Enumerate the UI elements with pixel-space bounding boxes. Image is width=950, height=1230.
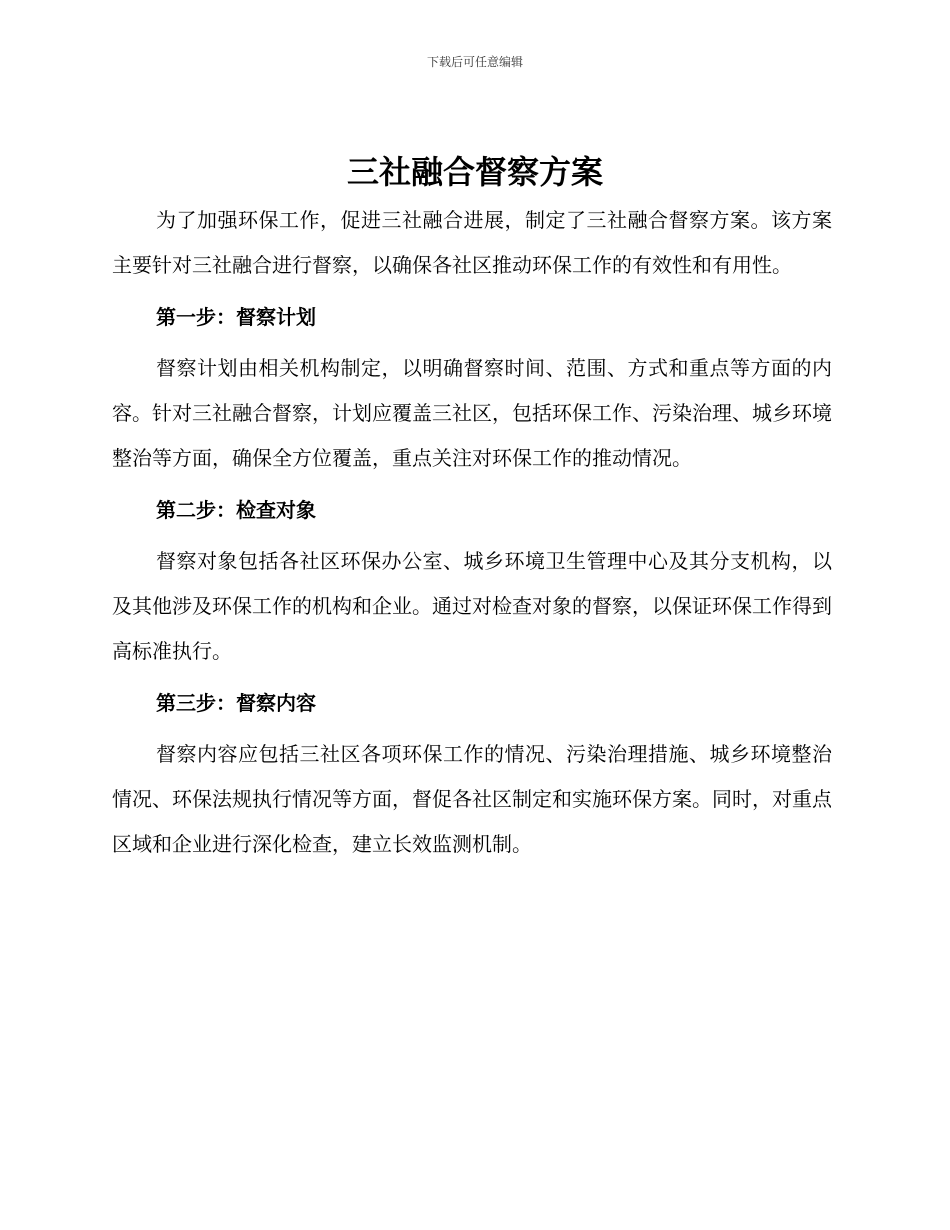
step-3-heading: 第三步：督察内容 (156, 691, 316, 715)
intro-paragraph: 为了加强环保工作，促进三社融合进展，制定了三社融合督察方案。该方案主要针对三社融合进行督察，以确保各社区推动环保工作的有效性和有用性。 (112, 208, 832, 277)
page-header-note: 下载后可任意编辑 (426, 55, 523, 69)
step-2-heading: 第二步：检查对象 (156, 498, 316, 522)
step-1-paragraph: 督察计划由相关机构制定，以明确督察时间、范围、方式和重点等方面的内容。针对三社融合督察，计划应覆盖三社区，包括环保工作、污染治理、城乡环境整治等方面，确保全方位覆盖，重点关注对环保工作的推动情况。 (112, 356, 832, 470)
step-2-paragraph: 督察对象包括各社区环保办公室、城乡环境卫生管理中心及其分支机构，以及其他涉及环保工作的机构和企业。通过对检查对象的督察，以保证环保工作得到高标准执行。 (112, 549, 832, 663)
document-title: 三社融合督察方案 (346, 153, 603, 191)
document-body (112, 198, 832, 867)
step-1-heading: 第一步：督察计划 (156, 305, 316, 329)
step-3-paragraph: 督察内容应包括三社区各项环保工作的情况、污染治理措施、城乡环境整治情况、环保法规执行情况等方面，督促各社区制定和实施环保方案。同时，对重点区域和企业进行深化检查，建立长效监测机制。 (112, 742, 832, 856)
